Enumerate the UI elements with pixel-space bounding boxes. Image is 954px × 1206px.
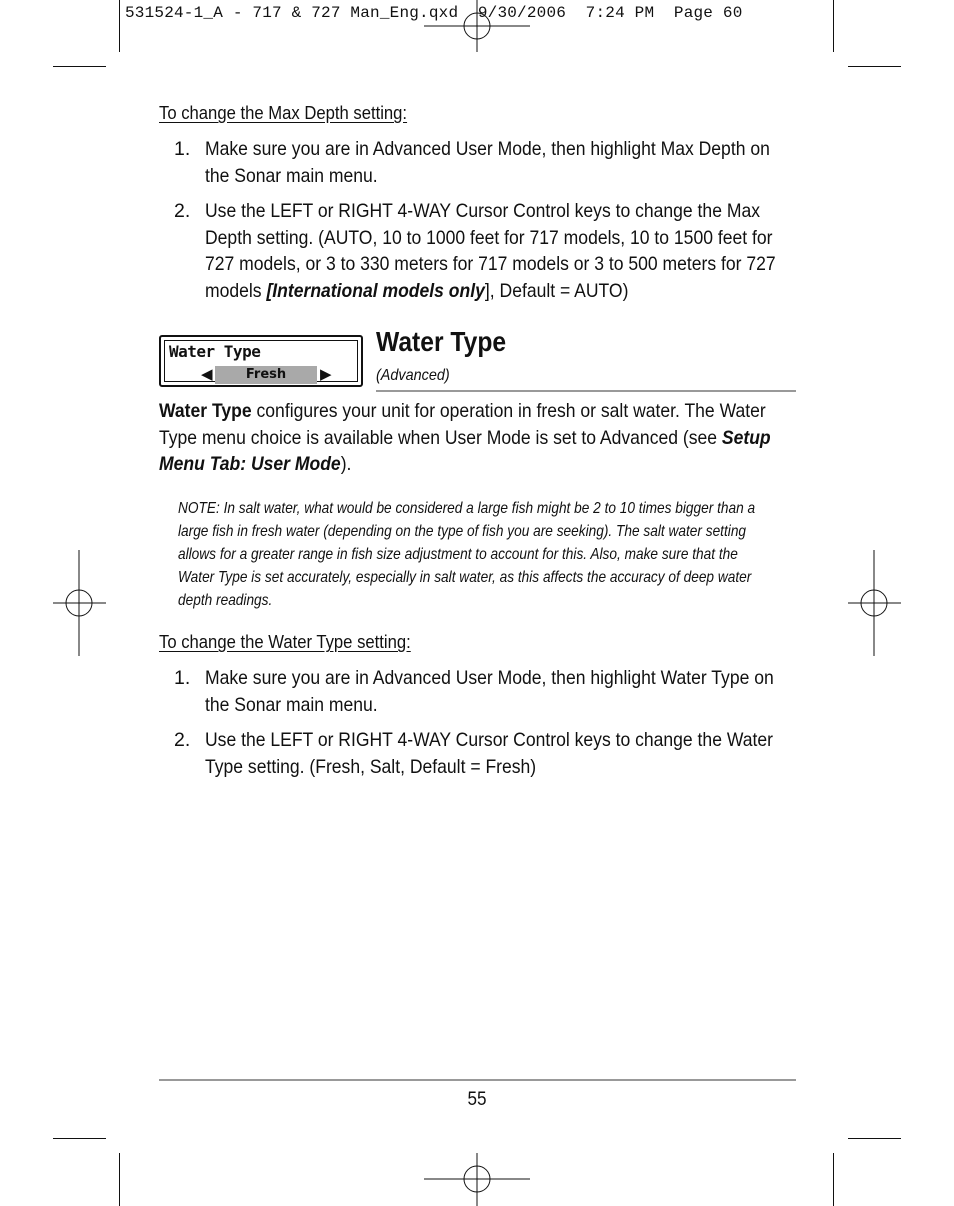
note-paragraph [178,497,777,612]
step-text: Use the LEFT or RIGHT 4-WAY Cursor Control keys to change the Water Type setting. (Fresh, Salt, Default = Fresh) [205,729,773,778]
water-type-menu-widget [159,335,363,387]
registration-mark-top [424,0,530,52]
menu-widget-value: Fresh [215,366,317,384]
step-number: 2. [174,729,191,751]
crop-mark [53,66,106,67]
step-text: Make sure you are in Advanced User Mode, then highlight Water Type on the Sonar main menu. [205,667,774,716]
crop-mark [833,0,834,52]
section-title: Water Type [376,326,507,357]
step-number: 1. [174,138,191,160]
step-number: 2. [174,200,191,222]
right-arrow-icon: ▶ [320,366,332,383]
intro-paragraph [159,398,795,478]
setup-menu-reference: Setup Menu Tab: User Mode [159,426,771,475]
step-text: Make sure you are in Advanced User Mode, then highlight Max Depth on the Sonar main menu. [205,138,770,187]
step-text-part: ], Default = AUTO) [484,279,629,302]
section-subtitle: (Advanced) [376,367,450,384]
step-text [205,198,790,304]
step-number: 1. [174,667,191,689]
footer-rule [159,1079,796,1081]
page-number: 55 [467,1089,487,1110]
crop-mark [833,1153,834,1206]
crop-mark [848,1138,901,1139]
intro-text: configures your unit for operation in fresh or salt water. The Water Type menu choice is available when User Mode is set to Advanced (see [159,400,766,449]
max-depth-heading: To change the Max Depth setting: [159,102,408,123]
menu-widget-title: Water Type [169,342,261,361]
water-type-heading: To change the Water Type setting: [159,631,411,652]
left-arrow-icon: ◀ [201,366,213,383]
registration-mark-left [53,550,106,656]
registration-mark-bottom [424,1153,530,1206]
intro-term: Water Type [159,400,252,422]
menu-widget-frame [164,340,358,382]
intro-text: ). [340,453,352,475]
crop-mark [119,0,120,52]
note-text: In salt water, what would be considered a large fish might be 2 to 10 times bigger than a large fish in fresh water (depending on the type of fish you are seeking). The salt water setting allows for a greater range in fish size adjustment to account for this. Also, make sure that the Water Type is set accurately, especially in salt water, as this affects the accuracy of deep water depth readings. [178,500,756,609]
crop-mark [848,66,901,67]
section-rule [376,390,796,392]
slug-line: 531524-1_A - 717 & 727 Man_Eng.qxd 9/30/2006 7:24 PM Page 60 [125,4,743,22]
step-text-part: Use the LEFT or RIGHT 4-WAY Cursor Control keys to change the Max Depth setting. (AUTO, 10 to 1000 feet for 717 models, 10 to 1500 feet for 727 models, or 3 to 330 meters for 717 models or 3 to 500 meters for 727 models [205,200,776,302]
international-note: [International models only [266,279,485,302]
crop-mark [53,1138,106,1139]
registration-mark-right [848,550,901,656]
crop-mark [119,1153,120,1206]
note-label: NOTE: [178,500,220,517]
